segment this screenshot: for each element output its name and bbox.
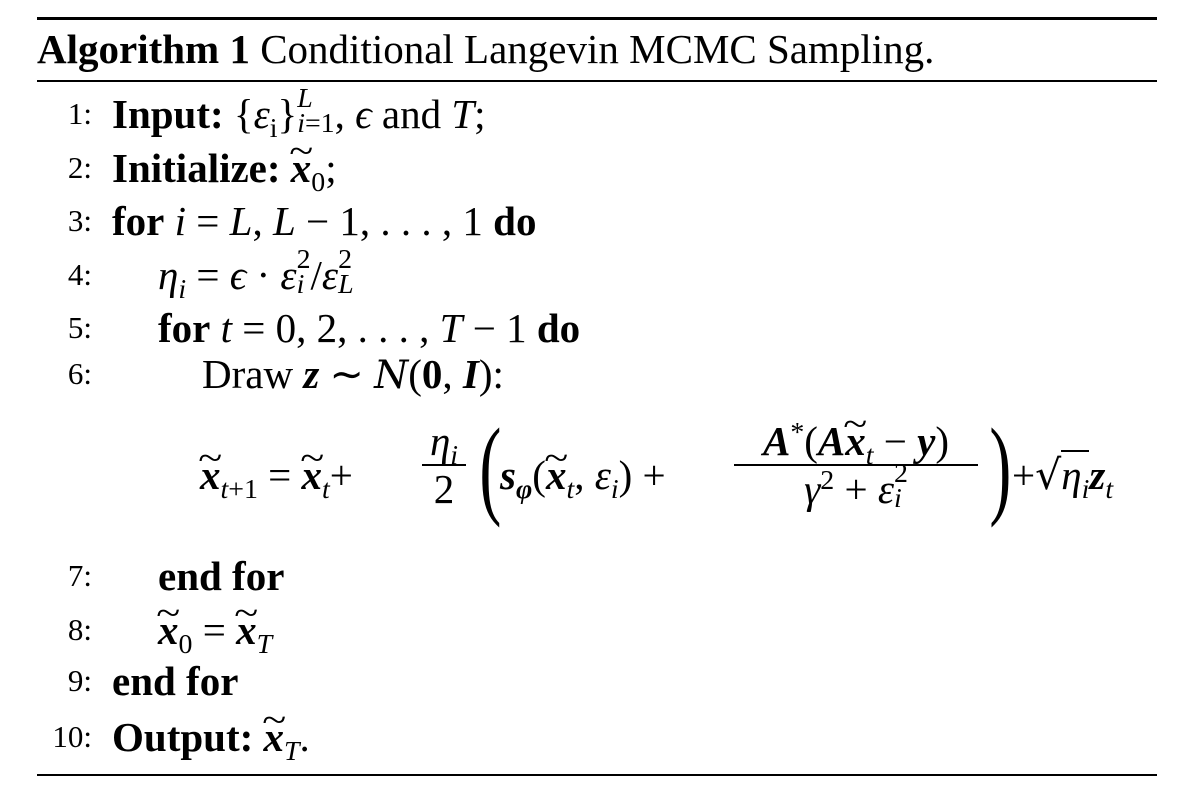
line-number: 2: <box>67 150 92 185</box>
line-number: 4: <box>67 257 92 292</box>
algorithm-caption <box>37 22 934 76</box>
keyword-for: for <box>112 198 165 244</box>
keyword-initialize: Initialize: <box>112 145 281 191</box>
math-reset: ~ $x_0$ = ~ $x_T$ <box>158 607 272 653</box>
line-number: 1: <box>67 96 92 131</box>
math-input: $\{\varepsilon_i\}$ L i=1 , ϵ and T; <box>233 82 486 144</box>
line-content <box>112 195 536 247</box>
keyword-for: for <box>158 305 211 351</box>
line-content <box>158 302 580 354</box>
draw-text: Draw <box>202 351 294 397</box>
keyword-output: Output: <box>112 714 254 760</box>
line-number: 10: <box>52 719 92 754</box>
keyword-end-for: end for <box>112 658 239 704</box>
math-initialize: ~ $x_0$; <box>291 145 337 191</box>
equation-lhs: ~ $x_{t+1}$ = ~ $x_t+$ <box>200 452 353 498</box>
line-content <box>112 711 310 767</box>
line-number: 7: <box>67 558 92 593</box>
keyword-end-for: end for <box>158 553 285 599</box>
line-content <box>158 604 273 660</box>
math-step-size: $\eta_i = \epsilon \cdot \varepsilon$ 2 i /ε 2 L <box>158 243 354 305</box>
line-content <box>202 348 504 402</box>
bottom-rule <box>37 774 1157 776</box>
right-paren: ) <box>989 406 1012 528</box>
keyword-do: do <box>493 198 537 244</box>
equation-score-term: $s_\varphi(\sim$ $x_t$, $\varepsilon_i$) + <box>500 452 666 498</box>
line-content <box>112 655 238 707</box>
caption-title: Conditional Langevin MCMC Sampling. <box>260 26 935 72</box>
line-number: 3: <box>67 203 92 238</box>
math-inner-loop-range: t = 0, 2, . . . , T − 1 <box>220 305 527 351</box>
caption-rule <box>37 80 1157 82</box>
top-rule <box>37 17 1157 20</box>
line-number: 8: <box>67 612 92 647</box>
langevin-update-equation <box>200 406 1160 528</box>
left-paren: ( <box>479 406 502 528</box>
keyword-input: Input: <box>112 91 224 137</box>
line-number: 5: <box>67 310 92 345</box>
line-content <box>158 243 355 307</box>
math-output: ~ $x_T$. <box>264 714 310 760</box>
fraction-eta-over-2: $\eta_i$ 2 <box>422 418 466 512</box>
fraction-data-consistency: A*(A~ $x_t - y$) $\gamma^2 + \varepsilon$ 2 i <box>734 418 978 518</box>
math-draw: z ∼ N(0, I): <box>303 351 504 398</box>
caption-label: Algorithm 1 <box>37 26 250 72</box>
keyword-do: do <box>536 305 581 351</box>
line-number: 6: <box>67 356 92 391</box>
equation-noise-term: $+√\eta_iz_t$ <box>1012 451 1114 505</box>
math-loop-range: i = L, L − 1, . . . , 1 <box>174 198 483 244</box>
line-content <box>112 142 337 198</box>
line-number: 9: <box>67 663 92 698</box>
